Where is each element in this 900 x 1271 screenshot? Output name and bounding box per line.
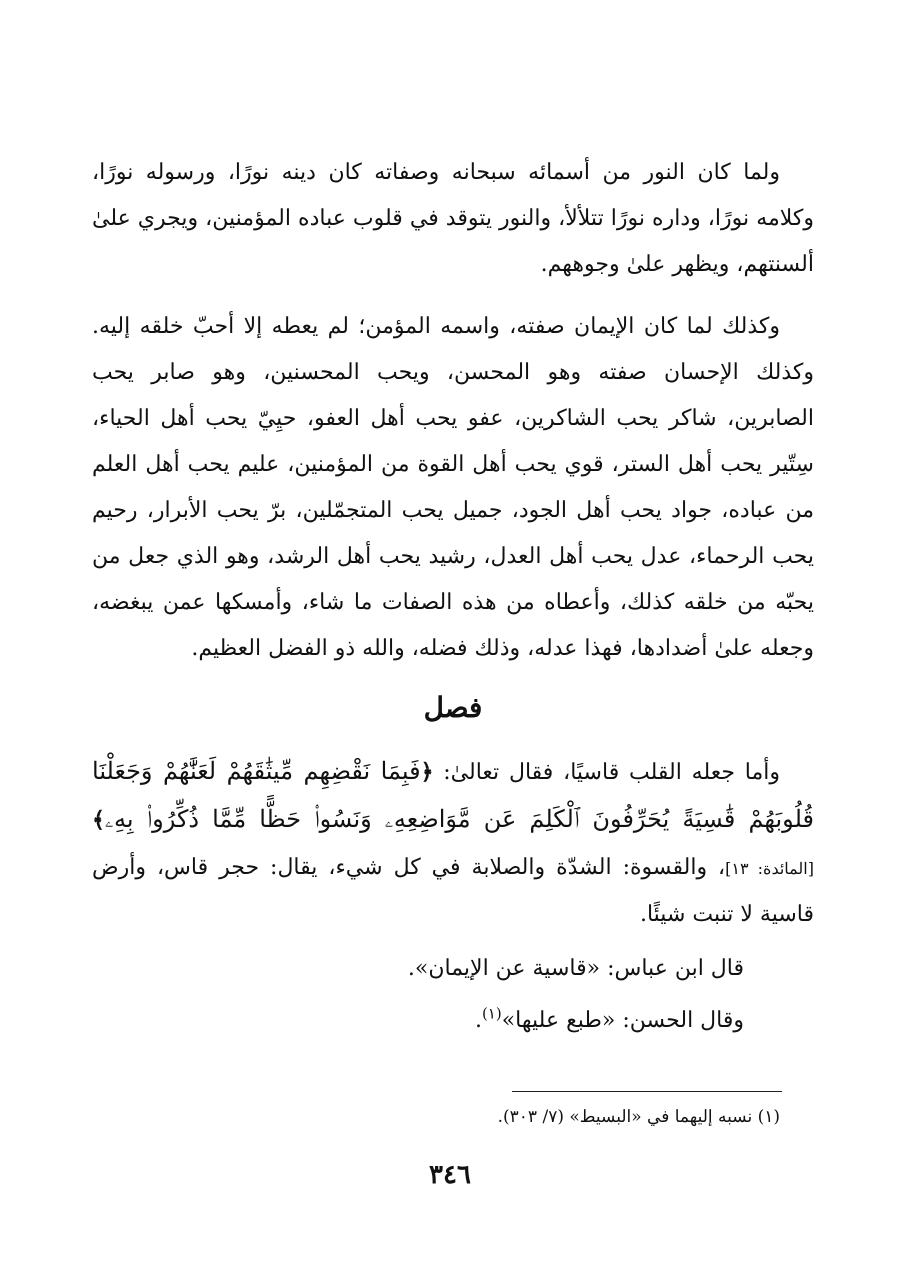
explanation-text: ، والقسوة: الشدّة والصلابة في كل شيء، يقال: حجر قاس، وأرض قاسية لا تنبت شيئًا. bbox=[92, 855, 814, 927]
quote-hasan bbox=[92, 998, 814, 1044]
section-heading: فصل bbox=[423, 691, 483, 724]
footnote-marker[interactable]: (١) bbox=[481, 1004, 502, 1023]
verse-open-bracket: ﴿ bbox=[420, 759, 434, 785]
page-number: ٣٤٦ bbox=[429, 1160, 471, 1190]
intro-text: وأما جعله القلب قاسيًا، فقال تعالىٰ: bbox=[433, 760, 780, 785]
page-body bbox=[92, 150, 814, 1050]
quote-ibn-abbas: قال ابن عباس: «قاسية عن الإيمان». bbox=[407, 956, 744, 981]
paragraph-divine-attributes: وكذلك لما كان الإيمان صفته، واسمه المؤمن؛ لم يعطه إلا أحبّ خلقه إليه. وكذلك الإحسان صفته وهو المحسن، ويحب المحسنين، وهو صابر يحب الصابرين، شاكر يحب الشاكرين، عفو يحب أهل العفو، حيِيّ يحب أهل الحياء، سِتّير يحب أهل الستر، قوي يحب أهل القوة من المؤمنين، عليم يحب أهل العلم من عباده، جواد يحب أهل الجود، جميل يحب المتجمّلين، برّ يحب الأبرار، رحيم يحب الرحماء، عدل يحب أهل العدل، رشيد يحب أهل الرشد، وهو الذي جعل من يحبّه من خلقه كذلك، وأعطاه من هذه الصفات ما شاء، وأمسكها عمن يبغضه، وجعله علىٰ أضدادها، فهذا عدله، وذلك فضله، والله ذو الفضل العظيم. bbox=[92, 314, 814, 661]
footnote-divider bbox=[512, 1091, 782, 1092]
quran-verse: فَبِمَا نَقْضِهِم مِّيثَٰقَهُمْ لَعَنَّٰهُمْ وَجَعَلْنَا قُلُوبَهُمْ قَٰسِيَةً يُحَرِّفُونَ ٱلْكَلِمَ عَن مَّوَاضِعِهِۦ وَنَسُوا۟ حَظًّا مِّمَّا ذُكِّرُوا۟ بِهِۦ bbox=[92, 757, 814, 833]
footnote: (١) نسبه إليهما في «البسيط» (٧/ ٣٠٣). bbox=[497, 1107, 780, 1127]
quote-hasan-text: وقال الحسن: «طبع عليها» bbox=[501, 1008, 744, 1033]
paragraph-hard-heart bbox=[92, 748, 814, 938]
paragraph-light: ولما كان النور من أسمائه سبحانه وصفاته كان دينه نورًا، ورسوله نورًا، وكلامه نورًا، وداره نورًا تتلألأ، والنور يتوقد في قلوب عباده المؤمنين، ويجري علىٰ ألسنتهم، ويظهر علىٰ وجوههم. bbox=[92, 160, 814, 277]
verse-close-bracket: ﴾ bbox=[92, 807, 105, 833]
quote-hasan-end: . bbox=[474, 1008, 482, 1033]
verse-reference: [المائدة: ١٣] bbox=[725, 859, 814, 878]
